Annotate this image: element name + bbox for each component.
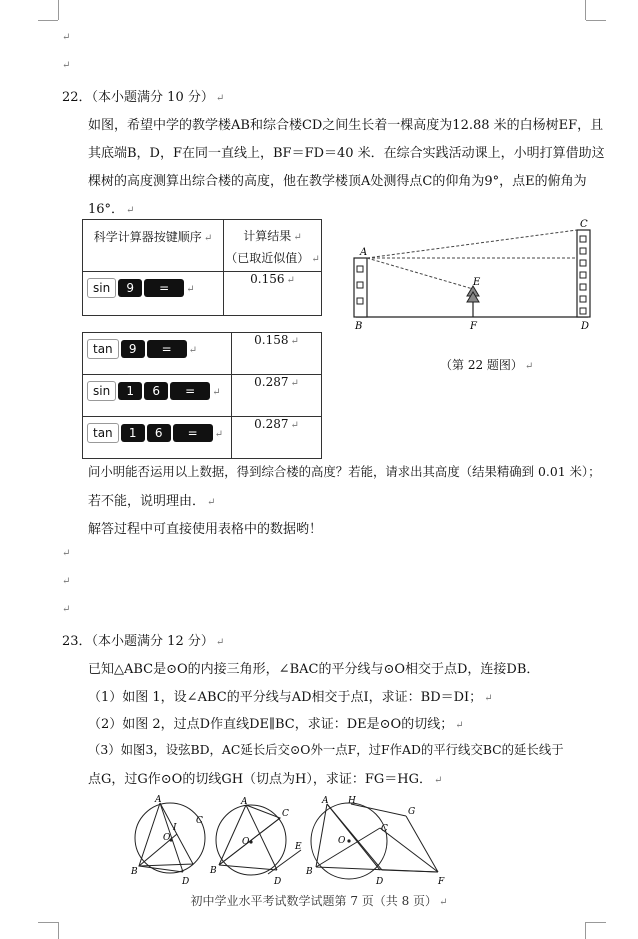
fig3-label-d: D (376, 877, 384, 887)
fig1-label-o: O (163, 833, 171, 843)
fig2-label-d: D (274, 877, 282, 887)
key-tan: tan (87, 423, 119, 443)
fig3-label-h: H (348, 796, 356, 806)
fig1-label-c: C (196, 816, 203, 826)
key-tan: tan (87, 339, 119, 359)
figure-1 (130, 795, 205, 887)
calculator-table-continued (82, 332, 322, 459)
table-row (83, 333, 322, 375)
fig3-label-g: G (408, 807, 416, 817)
table-header-keys: 科学计算器按键顺序 ↵ (83, 220, 224, 272)
fig2-label-o: O (242, 837, 250, 847)
key-sequence: sin 9 = ↵ (83, 272, 224, 316)
fig3-label-a: A (322, 796, 329, 806)
label-b: B (355, 321, 363, 332)
key-9: 9 (121, 340, 145, 358)
key-equals: = (147, 340, 187, 358)
key-sin: sin (87, 278, 116, 298)
return-mark: ↵ (62, 32, 71, 43)
table-row (83, 375, 322, 417)
crop-mark-top-left (58, 0, 59, 20)
figure-3 (305, 796, 445, 887)
fig1-label-b: B (131, 867, 138, 877)
key-equals: = (144, 279, 184, 297)
fig1-label-d: D (182, 877, 190, 887)
label-a: A (360, 247, 368, 258)
q23-body-line: 已知△ABC是⊙O的内接三角形，∠BAC的平分线与⊙O相交于点D，连接DB． (88, 662, 540, 677)
return-mark: ↵ (62, 60, 71, 71)
q23-body-line: 点G，过G作⊙O的切线GH（切点为H），求证：FG＝HG． ↵ (88, 772, 443, 787)
q23-header: 23．（本小题满分 12 分） ↵ (62, 634, 225, 649)
label-d: D (581, 321, 590, 332)
q22-figure (346, 218, 602, 336)
q22-body-line: 如图，希望中学的教学楼AB和综合楼CD之间生长着一棵高度为12.88 米的白杨树EF，且 (88, 118, 604, 133)
fig2-label-a: A (241, 797, 248, 807)
table-row (83, 417, 322, 459)
fig1-label-a: A (155, 795, 162, 805)
key-sequence: tan 9 = ↵ (83, 333, 232, 375)
return-mark: ↵ (62, 548, 71, 559)
key-sin: sin (87, 381, 116, 401)
crop-mark-top-right-h (586, 20, 606, 21)
result-cell: 0.158 ↵ (232, 333, 322, 375)
crop-mark-bottom-right (585, 922, 586, 939)
table-header-result: 计算结果 ↵ （已取近似值） ↵ (224, 220, 322, 272)
q22-question-line: 问小明能否运用以上数据，得到综合楼的高度？若能，请求出其高度（结果精确到 0.01 米）； (88, 464, 601, 479)
q22-figure-caption: （第 22 题图） ↵ (440, 358, 534, 372)
q23-body-line: （3）如图3，设弦BD，AC延长后交⊙O外一点F，过F作AD的平行线交BC的延长线于 (88, 742, 564, 757)
label-c: C (580, 219, 588, 230)
q22-body-line: 其底端B，D，F在同一直线上，BF＝FD＝40 米．在综合实践活动课上，小明打算借助这 (88, 146, 605, 161)
return-mark: ↵ (62, 604, 71, 615)
fig2-label-e: E (295, 842, 302, 852)
q22-body-line: 16°． ↵ (88, 202, 135, 217)
calculator-table (82, 219, 322, 316)
key-equals: = (170, 382, 210, 400)
crop-mark-bottom-left (58, 922, 59, 939)
result-cell: 0.287 ↵ (232, 417, 322, 459)
fig3-label-o: O (338, 836, 346, 846)
figure-2 (209, 797, 302, 887)
crop-mark-bottom-left-h (38, 922, 58, 923)
building-cd (577, 230, 590, 317)
q22-question-line: 解答过程中可直接使用表格中的数据哟！ (88, 522, 323, 537)
label-f: F (470, 321, 477, 332)
q23-figures (120, 794, 450, 890)
key-equals: = (173, 424, 213, 442)
label-e: E (473, 277, 481, 288)
key-9: 9 (118, 279, 142, 297)
fig3-label-b: B (306, 867, 313, 877)
key-sequence: sin 1 6 = ↵ (83, 375, 232, 417)
key-sequence: tan 1 6 = ↵ (83, 417, 232, 459)
key-1: 1 (121, 424, 145, 442)
fig3-label-c: C (381, 824, 388, 834)
q22-header: 22．（本小题满分 10 分） ↵ (62, 90, 225, 105)
result-cell: 0.287 ↵ (232, 375, 322, 417)
fig1-label-i: I (173, 823, 177, 833)
fig3-label-f: F (438, 877, 445, 887)
key-1: 1 (118, 382, 142, 400)
table-row (83, 272, 322, 316)
crop-mark-top-right (585, 0, 586, 20)
q23-body-line: （1）如图 1，设∠ABC的平分线与AD相交于点I，求证：BD＝DI； ↵ (88, 690, 493, 705)
crop-mark-bottom-right-h (586, 922, 606, 923)
result-cell: 0.156 ↵ (224, 272, 322, 316)
key-6: 6 (147, 424, 171, 442)
q23-body-line: （2）如图 2，过点D作直线DE∥BC，求证：DE是⊙O的切线； ↵ (88, 717, 464, 732)
q22-body-line: 棵树的高度测算出综合楼的高度，他在教学楼顶A处测得点C的仰角为9°，点E的俯角为 (88, 174, 587, 189)
q22-question-line: 若不能，说明理由． ↵ (88, 494, 216, 509)
key-6: 6 (144, 382, 168, 400)
page-footer: 初中学业水平考试数学试题第 7 页（共 8 页） ↵ (190, 894, 448, 908)
return-mark: ↵ (62, 576, 71, 587)
fig2-label-c: C (282, 809, 289, 819)
fig2-label-b: B (210, 866, 217, 876)
crop-mark-top-left-h (38, 20, 58, 21)
